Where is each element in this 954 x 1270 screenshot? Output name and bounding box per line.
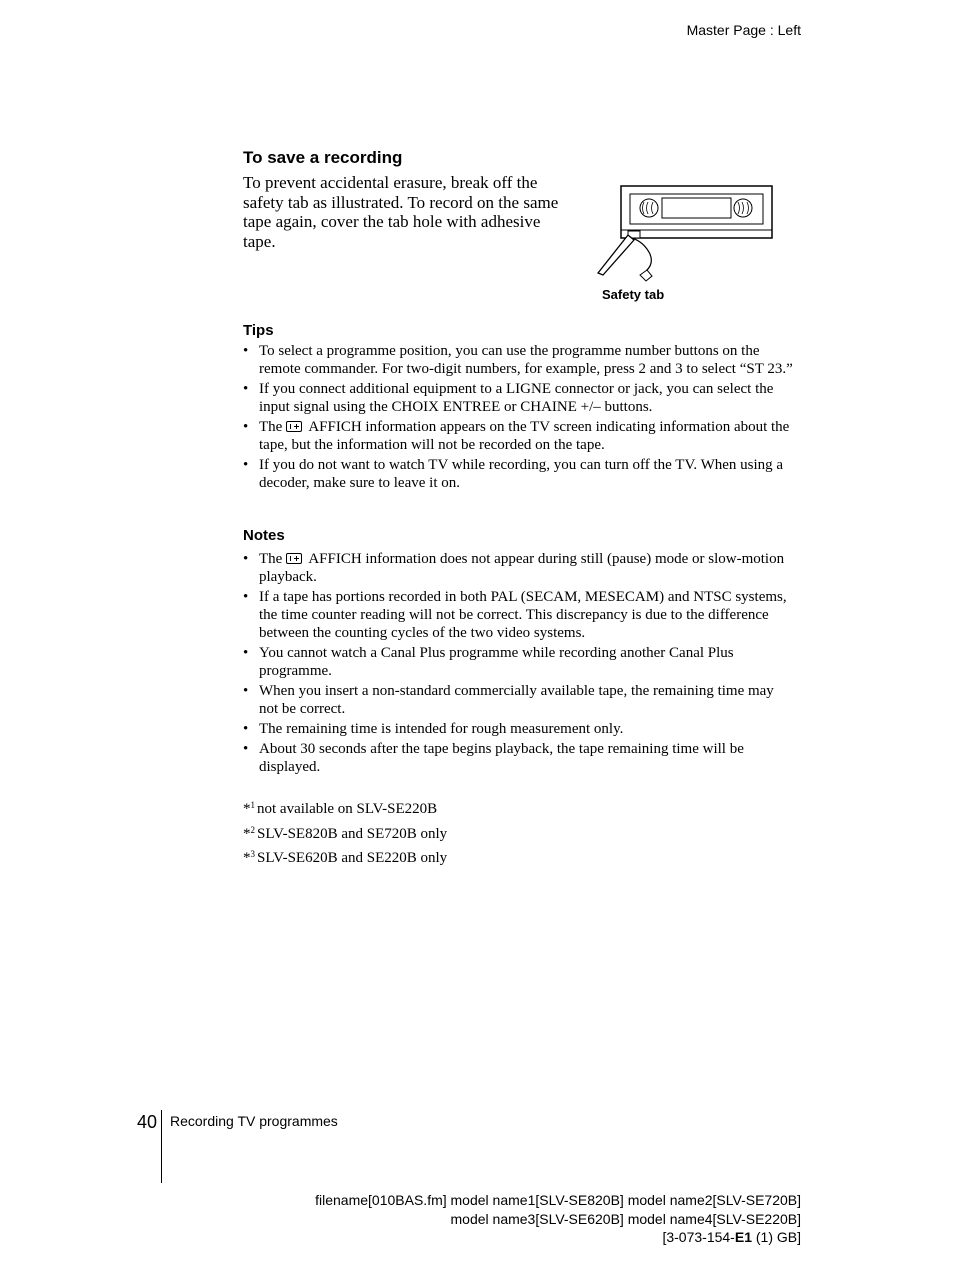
file-metadata (315, 1191, 801, 1247)
intro-paragraph: To prevent accidental erasure, break off the safety tab as illustrated. To record on the same tape again, cover the tab hole with adhesive tape. (243, 173, 559, 252)
notes-list (243, 550, 795, 778)
list-item: • If you connect additional equipment to a LIGNE connector or jack, you can select the input signal using the CHOIX ENTREE or CHAINE +/– buttons. (243, 381, 774, 415)
master-page-label: Master Page : Left (686, 22, 801, 38)
footnote: *$^3$ SLV-SE620B and SE220B only (243, 849, 448, 866)
meta-code: [3-073-154-E1 (1) GB] (662, 1229, 801, 1245)
list-item: • About 30 seconds after the tape begins playback, the tape remaining time will be displayed. (243, 741, 744, 775)
footnotes (243, 795, 447, 869)
footnote: *$^2$ SLV-SE820B and SE720B only (243, 824, 448, 842)
list-item: • The remaining time is intended for rough measurement only. (243, 721, 624, 737)
tips-list (243, 342, 795, 494)
cassette-safety-tab-illustration (592, 180, 782, 290)
meta-line: model name3[SLV-SE620B] model name4[SLV-SE220B] (450, 1210, 801, 1227)
page-number: 40 (137, 1112, 158, 1132)
list-item: • If you do not want to watch TV while recording, you can turn off the TV. When using a decoder, make sure to leave it on. (243, 457, 784, 491)
section-name: Recording TV programmes (170, 1113, 338, 1129)
meta-line: filename[010BAS.fm] model name1[SLV-SE820B] model name2[SLV-SE720B] (315, 1192, 801, 1208)
list-item: • If a tape has portions recorded in both PAL (SECAM, MESECAM) and NTSC systems, the time counter reading will not be correct. This discrepancy is due to the difference between the counting cycles of the two video systems. (243, 589, 787, 641)
tips-heading: Tips (243, 322, 274, 339)
list-item: • The AFFICH information does not appear during still (pause) mode or slow-motion playback. (243, 551, 785, 585)
section-heading: To save a recording (243, 148, 403, 167)
list-item: • The AFFICH information appears on the TV screen indicating information about the tape, but the information will not be recorded on the tape. (243, 419, 790, 453)
list-item: • You cannot watch a Canal Plus programme while recording another Canal Plus programme. (243, 645, 734, 679)
display-info-icon (286, 553, 302, 564)
footnote: *$^1$ not available on SLV-SE220B (243, 800, 438, 817)
list-item: • When you insert a non-standard commercially available tape, the remaining time may not be correct. (243, 683, 774, 717)
figure-caption: Safety tab (602, 287, 665, 302)
notes-heading: Notes (243, 527, 285, 544)
display-info-icon (286, 421, 302, 432)
footer-divider (161, 1110, 162, 1183)
list-item: • To select a programme position, you can use the programme number buttons on the remote commander. For two-digit numbers, for example, press 2 and 3 to select “ST 23.” (243, 343, 793, 377)
